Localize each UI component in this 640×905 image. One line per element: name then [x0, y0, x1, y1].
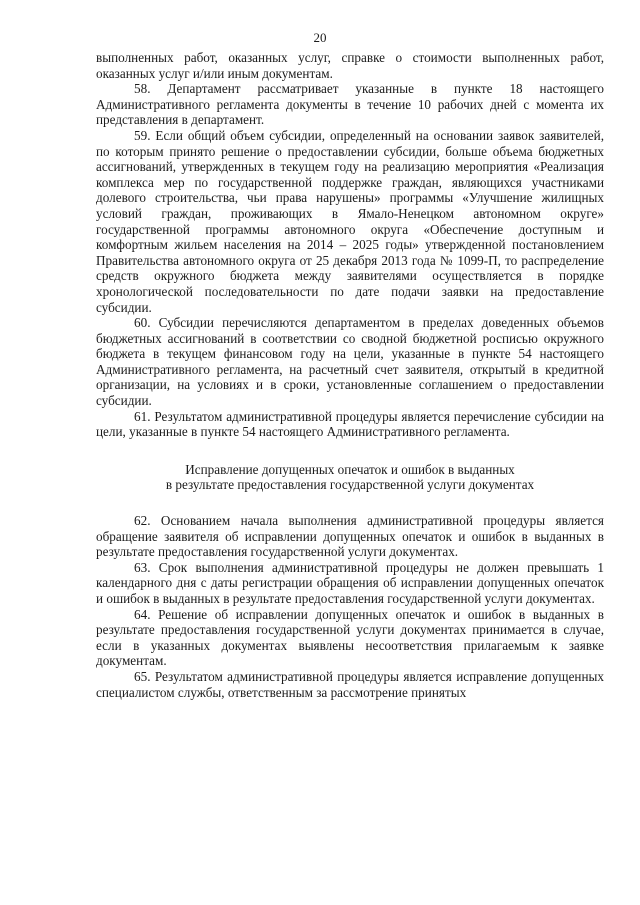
document-body — [96, 50, 604, 700]
paragraph-60: 60. Субсидии перечисляются департаментом в пределах доведенных объемов бюджетных ассигнований в соответствии со сводной бюджетной росписью окружного бюджета в текущем финансовом году на цели, указанные в пункте 54 настоящего Административного регламента, на расчетный счет заявителя, открытый в кредитной организации, на условиях и в сроки, установленные соглашением о предоставлении субсидии. — [96, 315, 604, 409]
paragraph-64: 64. Решение об исправлении допущенных опечаток и ошибок в выданных в результате предоставления государственной услуги документах принимается в случае, если в указанных документах выявлены несоответствия прилагаемым к заявке документам. — [96, 606, 604, 669]
section-heading — [96, 462, 604, 493]
paragraph-65: 65. Результатом административной процедуры является исправление допущенных специалистом службы, ответственным за рассмотрение принятых — [96, 668, 604, 700]
page-number: 20 — [313, 30, 327, 45]
section-heading-line-1: Исправление допущенных опечаток и ошибок в выданных — [185, 461, 515, 477]
paragraph-continuation: выполненных работ, оказанных услуг, справке о стоимости выполненных работ, оказанных услуг и/или иным документам. — [96, 50, 604, 81]
paragraph-62: 62. Основанием начала выполнения административной процедуры является обращение заявителя об исправлении допущенных опечаток и ошибок в выданных в результате предоставления государственной услуги документах. — [96, 513, 604, 560]
paragraph-59: 59. Если общий объем субсидии, определенный на основании заявок заявителей, по которым принято решение о предоставлении субсидии, больше объема бюджетных ассигнований, утвержденных в текущем году на реализацию мероприятия «Реализация комплекса мер по государственной поддержке граждан, являющихся участниками долевого строительства, чьи права нарушены» программы «Улучшение жилищных условий граждан, проживающих в Ямало-Ненецком автономном округе» государственной программы автономного округа «Обеспечение доступным и комфортным жильем населения на 2014 – 2025 годы» утвержденной постановлением Правительства автономного округа от 25 декабря 2013 года № 1099-П, то распределение средств окружного бюджета между заявителями осуществляется в порядке хронологической последовательности по дате подачи заявки на предоставление субсидии. — [96, 127, 604, 315]
section-heading-line-2: в результате предоставления государственной услуги документах — [165, 477, 535, 493]
paragraph-63: 63. Срок выполнения административной процедуры не должен превышать 1 календарного дня с даты регистрации обращения об исправлении допущенных опечаток и ошибок в выданных в результате предоставления государственной услуги документах. — [96, 559, 604, 606]
paragraph-61: 61. Результатом административной процедуры является перечисление субсидии на цели, указанные в пункте 54 настоящего Административного регламента. — [96, 408, 604, 440]
paragraph-58: 58. Департамент рассматривает указанные в пункте 18 настоящего Административного регламента документы в течение 10 рабочих дней с момента их представления в департамент. — [96, 81, 604, 128]
